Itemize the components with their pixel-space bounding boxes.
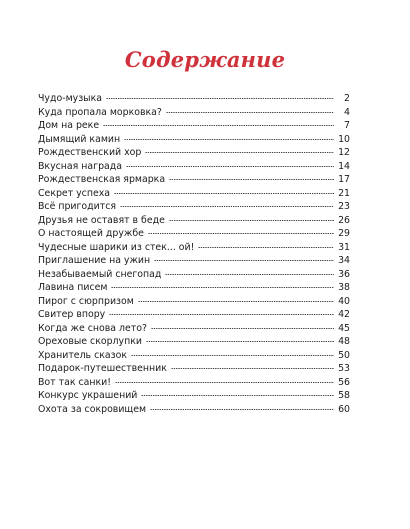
toc-entry-page-number: 50 (338, 349, 350, 361)
toc-entry (38, 389, 350, 403)
toc-entry-page-number: 36 (338, 268, 350, 280)
toc-entry-page-number: 21 (338, 187, 350, 199)
toc-entry-title: Чудесные шарики из стек... ой! (38, 241, 195, 253)
dot-leader (146, 341, 334, 342)
dot-leader (120, 206, 334, 207)
toc-entry-title: Незабываемый снегопад (38, 268, 162, 280)
toc-entry-title: Дом на реке (38, 120, 100, 131)
toc-entry-title: Вот так санки! (38, 376, 111, 388)
toc-entry (38, 349, 350, 363)
toc-entry-page-number: 2 (344, 93, 350, 104)
dot-leader (124, 139, 334, 140)
toc-entry (38, 403, 350, 417)
toc-entry-page-number: 53 (338, 363, 350, 374)
toc-entry-title: Охота за сокровищем (38, 403, 147, 415)
dot-leader (115, 382, 334, 383)
toc-entry-page-number: 14 (338, 160, 350, 172)
toc-entry-page-number: 42 (338, 309, 350, 320)
toc-entry-title: Чудо-музыка (38, 93, 102, 104)
toc-entry (38, 241, 350, 255)
toc-entry-title: Хранитель сказок (38, 349, 128, 361)
toc-entry (38, 227, 350, 241)
dot-leader (126, 166, 334, 167)
toc-entry-title: Дымящий камин (38, 133, 121, 145)
toc-entry (38, 173, 350, 187)
dot-leader (148, 233, 334, 234)
toc-entry-title: Друзья не оставят в беде (38, 214, 165, 226)
toc-entry-title: Вкусная награда (38, 160, 123, 172)
toc-entry (38, 119, 350, 133)
toc-entry-title: Пирог с сюрпризом (38, 295, 134, 307)
toc-entry-page-number: 56 (338, 376, 350, 388)
toc-entry-page-number: 60 (338, 403, 350, 415)
toc-entry-page-number: 23 (338, 201, 350, 212)
toc-entry-page-number: 29 (338, 228, 350, 239)
toc-entry-page-number: 58 (338, 390, 350, 401)
toc-entry (38, 146, 350, 160)
dot-leader (106, 98, 334, 99)
toc-entry-page-number: 45 (338, 322, 350, 334)
toc-entry-title: Подарок-путешественник (38, 363, 167, 374)
dot-leader (165, 274, 334, 275)
toc-entry (38, 335, 350, 349)
dot-leader (109, 314, 334, 315)
toc-entry-title: Куда пропала морковка? (38, 106, 162, 118)
table-of-contents (38, 92, 350, 416)
toc-entry (38, 281, 350, 295)
toc-entry (38, 106, 350, 120)
dot-leader (150, 409, 334, 410)
toc-entry (38, 160, 350, 174)
toc-entry-page-number: 31 (338, 241, 350, 253)
toc-entry-page-number: 26 (338, 214, 350, 226)
toc-entry-title: Рождественская ярмарка (38, 174, 166, 185)
dot-leader (151, 328, 334, 329)
dot-leader (171, 368, 334, 369)
toc-entry-page-number: 38 (338, 282, 350, 293)
toc-entry-title: Приглашение на ужин (38, 255, 151, 266)
toc-entry-page-number: 40 (338, 295, 350, 307)
toc-entry-page-number: 17 (338, 174, 350, 185)
dot-leader (141, 395, 334, 396)
toc-entry-title: Рождественский хор (38, 147, 142, 158)
toc-entry (38, 200, 350, 214)
toc-entry (38, 322, 350, 336)
dot-leader (169, 179, 334, 180)
dot-leader (111, 287, 334, 288)
toc-entry (38, 295, 350, 309)
toc-entry-page-number: 48 (338, 336, 350, 347)
toc-entry (38, 362, 350, 376)
toc-entry-title: О настоящей дружбе (38, 228, 144, 239)
toc-entry (38, 133, 350, 147)
dot-leader (114, 193, 334, 194)
toc-entry-title: Лавина писем (38, 282, 108, 293)
dot-leader (154, 260, 334, 261)
dot-leader (138, 301, 334, 302)
toc-entry (38, 254, 350, 268)
toc-entry-title: Секрет успеха (38, 187, 111, 199)
dot-leader (198, 247, 334, 248)
toc-entry-page-number: 10 (338, 133, 350, 145)
toc-entry (38, 214, 350, 228)
toc-entry (38, 308, 350, 322)
toc-entry-page-number: 12 (338, 147, 350, 158)
toc-entry-title: Когда же снова лето? (38, 322, 147, 334)
toc-entry-title: Свитер впору (38, 309, 106, 320)
toc-entry-title: Конкурс украшений (38, 390, 138, 401)
toc-entry-page-number: 4 (344, 106, 350, 118)
dot-leader (166, 112, 334, 113)
toc-entry (38, 376, 350, 390)
toc-entry-title: Ореховые скорлупки (38, 336, 142, 347)
toc-entry (38, 92, 350, 106)
dot-leader (131, 355, 334, 356)
toc-entry-page-number: 7 (344, 120, 350, 131)
dot-leader (145, 152, 334, 153)
toc-entry-title: Всё пригодится (38, 201, 116, 212)
dot-leader (169, 220, 334, 221)
toc-entry-page-number: 34 (338, 255, 350, 266)
toc-entry (38, 268, 350, 282)
page-title: Содержание (124, 47, 286, 72)
dot-leader (103, 125, 334, 126)
toc-entry (38, 187, 350, 201)
